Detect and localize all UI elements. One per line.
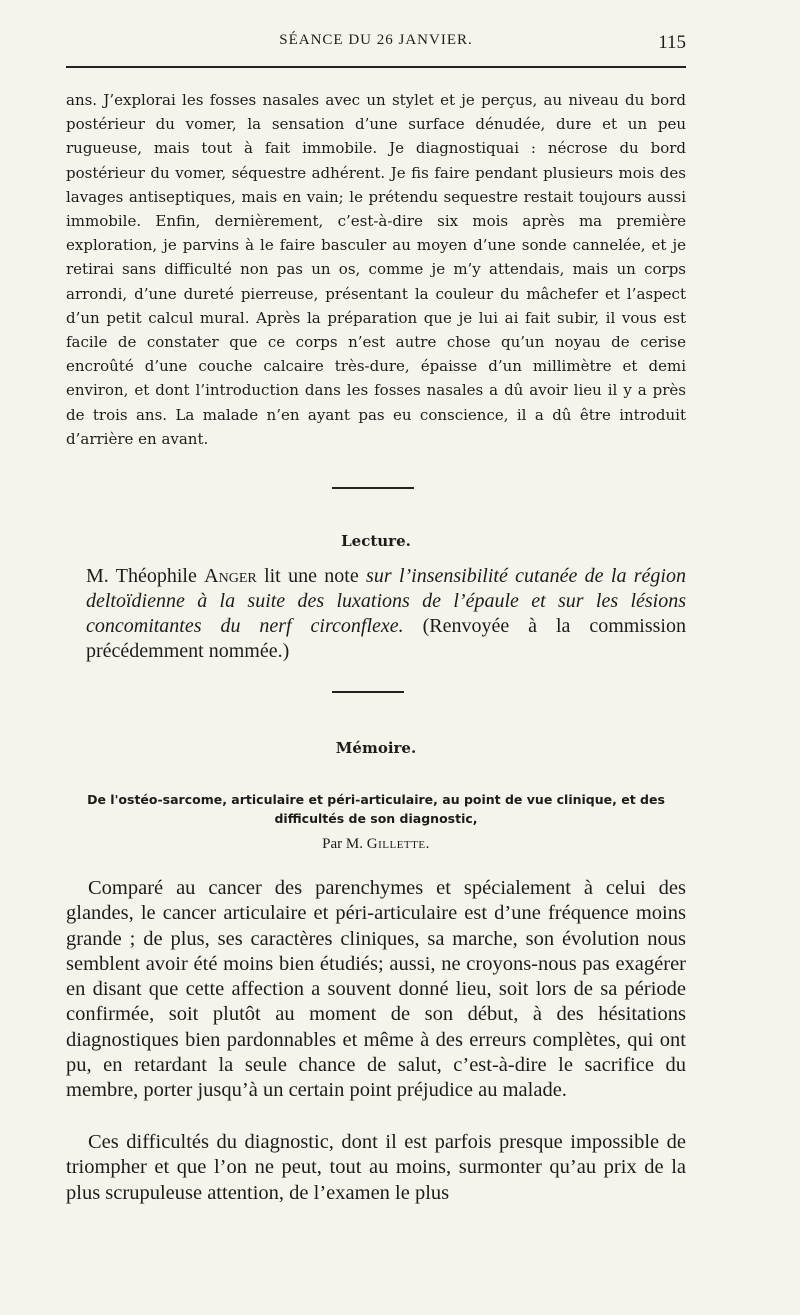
lecture-verb: lit une note xyxy=(256,565,367,587)
header-rule xyxy=(66,66,686,68)
memoire-paragraph-2: Ces difficultés du diagnostic, dont il est parfois presque impossible de triompher et que l’on ne peut, tout au moins, surmonter qu’au prix de la plus scrupuleuse attention, de l’examen le plus xyxy=(66,1131,686,1204)
lecture-author: Anger xyxy=(204,565,257,587)
section-divider xyxy=(332,487,414,489)
lecture-heading: Lecture. xyxy=(341,532,411,550)
author-by: Par M. xyxy=(322,836,367,852)
lecture-suffix: (Renvoyée à la commission précédemment nommée.) xyxy=(86,615,686,662)
section-divider xyxy=(332,691,404,693)
continuation-paragraph: ans. J’explorai les fosses nasales avec un stylet et je perçus, au niveau du bord postérieur du vomer, la sensation d’une surface dénudée, dure et un peu rugueuse, mais tout à fait immobile. Je diagnostiquai : nécrose du bord postérieur du vomer, séquestre adhérent. Je fis faire pendant plusieurs mois des lavages antiseptiques, mais en vain; le prétendu sequestre restait toujours aussi immobile. Enfin, dernièrement, c’est-à-dire six mois après ma première exploration, je parvins à le faire basculer au moyen d’une sonde cannelée, et je retirai sans difficulté non pas un os, comme je m’y attendais, mais un corps arrondi, d’une dureté pierreuse, présentant la couleur du mâchefer et l’aspect d’un petit calcul mural. Après la préparation que je lui ai fait subir, il vous est facile de constater que ce corps n’est autre chose qu’un noyau de cerise encroûté d’une couche calcaire très-dure, épaisse d’un millimètre et demi environ, et dont l’introduction dans les fosses nasales a dû avoir lieu il y a près de trois ans. La malade n’en ayant pas eu conscience, il a dû être introduit d’arrière en avant. xyxy=(66,91,686,448)
memoire-heading: Mémoire. xyxy=(335,739,417,757)
lecture-prefix: M. Théophile xyxy=(86,565,205,587)
lecture-note-title: sur l’insensibilité cutanée de la région deltoïdienne à la suite des luxations de l’épaule et sur les lésions concomitantes du nerf circonflexe. xyxy=(86,565,686,637)
lecture-paragraph xyxy=(86,564,686,664)
page-header xyxy=(66,32,686,54)
author-name: Gillette. xyxy=(366,836,430,852)
memoire-paragraph-1: Comparé au cancer des parenchymes et spécialement à celui des glandes, le cancer articulaire et péri-articulaire est d’une fréquence moins grande ; de plus, ses caractères cliniques, sa marche, son évolution nous semblent avoir été moins bien étudiés; aussi, ne croyons-nous pas exagérer en disant que cette affection a souvent donné lieu, soit lors de sa période confirmée, soit plutôt au moment de son début, à des hésitations diagnostiques bien pardonnables et même à des erreurs complètes, qui ont pu, en retardant la seule chance de salut, c’est-à-dire le sacrifice du membre, porter jusqu’à un certain point préjudice au malade. xyxy=(66,877,686,1102)
page-number: 115 xyxy=(658,32,686,53)
memoire-author xyxy=(66,836,686,853)
memoire-subtitle: De l'ostéo-sarcome, articulaire et péri-articulaire, au point de vue clinique, et des difficultés de son diagnostic, xyxy=(87,792,665,826)
running-head: SÉANCE DU 26 JANVIER. xyxy=(279,32,473,48)
